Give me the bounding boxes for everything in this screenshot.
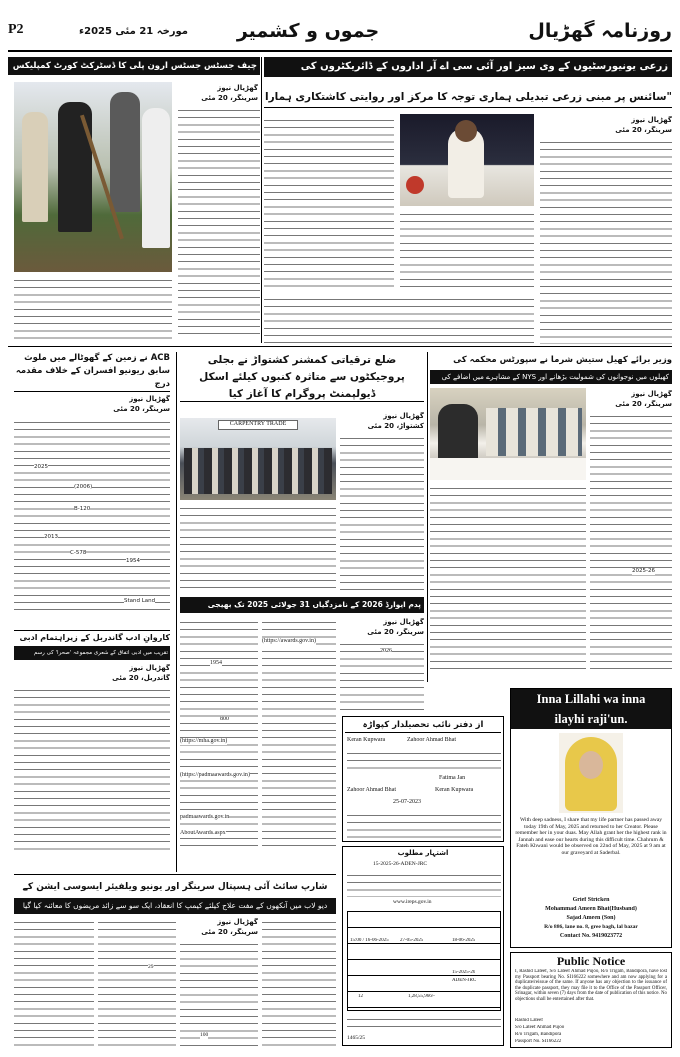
public-notice-sig-3: R/o Trigam, Bandipora (515, 1032, 562, 1037)
eye-byline-source: گھڑیال نیوز (217, 918, 258, 926)
cj-byline-source: گھڑیال نیوز (217, 84, 258, 92)
tehsildar-place-2: Keran Kupwara (435, 787, 474, 793)
eye-headline: شارپ سائٹ آئی ہسپتال سرینگر اور یونیو ویلفیئر ایسوسی ایشن کے (22, 882, 328, 892)
acb-snippet-1: (2006) (74, 484, 93, 490)
acb-headline: ACB نے زمین کے گھوٹالے میں ملوث سابق ریونیو افسران کے خلاف مقدمہ درج (14, 352, 170, 392)
main-column-text-2 (264, 295, 534, 345)
tehsildar-title: از دفتر نائب تحصیلدار کپواڑہ (345, 719, 501, 733)
col-rule-3 (261, 57, 262, 343)
acb-snippet-5: 2013 (44, 534, 58, 540)
sports-snippet-1: 2025-26 (632, 568, 655, 574)
newspaper-name: روزنامہ گھڑیال (528, 20, 672, 42)
person-2 (58, 102, 92, 232)
padma-url-1: (https://awards.gov.in) (262, 638, 316, 644)
col-rule-1 (176, 352, 177, 872)
cj-byline-place: سرینگر، 20 مئی (201, 94, 258, 102)
main-byline-source: گھڑیال نیوز (631, 116, 672, 124)
face (579, 751, 603, 779)
padma-year-2: 800 (220, 716, 229, 722)
tender-text-2 (347, 1015, 501, 1031)
sports-photo (430, 388, 586, 480)
obituary-signer-1: Mohammad Ameen Bhat(Husband) (545, 906, 637, 912)
tehsildar-text-2 (347, 811, 501, 839)
sports-byline-place: سرینگر، 20 مئی (615, 400, 672, 408)
public-notice-sig-4: Passport No. SI166222 (515, 1039, 562, 1044)
skill-byline-place: کشتواڑ، 20 مئی (367, 422, 424, 430)
karwan-byline-source: گھڑیال نیوز (129, 664, 170, 672)
eye-subhead: دیو لاب میں آنکھوں کے مفت علاج کیلئے کیمپ کا انعقاد، ایک سو سے زائد مریضوں کا معائنہ کیا گیا (14, 898, 336, 914)
obituary-title-1: Inna Lillahi wa inna (511, 689, 671, 709)
acb-snippet-3: C-578 (70, 550, 87, 556)
sports-byline-source: گھڑیال نیوز (631, 390, 672, 398)
person-3 (110, 92, 140, 212)
karwan-subhead: تقریب میں ادبی اتفاق کے شعری مجموعہ 'صحرا' کی رسم (14, 646, 170, 660)
public-notice-body: I, Rashid Lateef, S/o Lateef Ahmad Pujoo, R/o Trigam, Bandipora, have lost my Passport bearing No. SI166222 somewhere and am now applying for a duplicate/reissue of the same. If anyone has any objection to the issuance of the duplicate passport, they may file it to the Office of the Passport Officer, Srinagar, within seven (7) days from the date of publication of this notice. No objections shall be entertained after that. (515, 969, 667, 1002)
tender-notice (342, 846, 504, 1046)
acb-snippet-7: Stand Land (124, 598, 156, 604)
sports-subhead: کھیلوں میں نوجوانوں کی شمولیت بڑھانے اور NYS کے مشاہرے میں اضافے کی (430, 370, 672, 384)
padma-url-2: (https://mha.gov.in) (180, 738, 228, 744)
row1-rule (8, 346, 672, 347)
officials (486, 408, 582, 456)
skill-byline-source: گھڑیال نیوز (383, 412, 424, 420)
cj-photo (14, 82, 172, 272)
padma-year-1: 1954 (210, 660, 222, 666)
padma-url-3: (https://padmaawards.gov.in) (180, 772, 250, 778)
acb-byline-source: گھڑیال نیوز (129, 395, 170, 403)
issue-date: مورخہ 21 مئی 2025ء (78, 26, 188, 37)
acb-column-text (14, 418, 170, 610)
tender-site: www.ireps.gov.in (393, 899, 432, 905)
tender-cell-2-0: 1,28,55,966/- (408, 994, 435, 999)
main-kicker: زرعی یونیورسٹیوں کے وی سیز اور آئی سی اے آر اداروں کے ڈائریکٹروں کی (264, 57, 672, 77)
tehsildar-name-1: Zahoor Ahmad Bhat (407, 737, 456, 743)
minister-photo (400, 114, 534, 206)
tender-cell-1-0: 15-2025-26 (452, 970, 476, 975)
padma-headline: پدم ایوارڈ 2026 کے نامزدگیاں 31 جولائی 2025 تک بھیجی (180, 597, 424, 613)
tehsildar-date: 25-07-2023 (393, 799, 421, 805)
col-rule-2 (427, 352, 428, 682)
tender-cell-2-1: 12 (358, 994, 363, 999)
tehsildar-name-2: Fatima Jan (439, 775, 466, 781)
page-number: P2 (8, 22, 24, 37)
obituary-grief: Grief Stricken (572, 897, 610, 903)
obituary-box (510, 688, 672, 948)
eye-snippet-2: 100 (200, 1032, 209, 1038)
tehsildar-place-1: Keran Kupwara (347, 737, 386, 743)
karwan-headline: کاروانِ ادب گاندربل کے زیراہتمام ادبی (14, 630, 170, 644)
logo-badge (406, 176, 424, 194)
eye-col-4 (14, 918, 94, 1048)
padma-url-4: padmaawards.gov.in (180, 814, 230, 820)
main-headline: "سائنس پر مبنی زرعی تبدیلی ہماری توجہ کا مرکز اور روایتی کاشتکاری ہمارا (264, 86, 672, 108)
acb-snippet-6: 2025 (34, 464, 48, 470)
crowd (184, 448, 332, 494)
karwan-byline-place: گاندربل، 20 مئی (112, 674, 170, 682)
tender-text-1 (347, 871, 501, 897)
tender-cell-1-1: ADEN-JRC (452, 978, 477, 983)
eye-col-3 (98, 918, 176, 1048)
tender-ref: 15-2025-26-ADEN-JRC (373, 861, 428, 867)
padma-url-5: AboutAwards.aspx (180, 830, 226, 836)
tehsildar-notice (342, 716, 504, 842)
masthead-rule (8, 50, 672, 52)
obituary-body: With deep sadness, I share that my life partner has passed away today 19th of May, 2025 and returned to her Creator. Please remember her in your duas. May Allah grant her the highest rank in Jannah and ease our hearts during this difficult time. Chahrum & Fateh Khwani would be observed on 22nd of May, 2025 at 9 am at our graveyard at Saderbal. (515, 817, 667, 856)
carpentry-sign: CARPENTRY TRADE (218, 420, 298, 430)
section-title: جموں و کشمیر (236, 20, 380, 42)
eye-byline-place: سرینگر، 20 مئی (201, 928, 258, 936)
tehsildar-name-3: Zahoor Ahmad Bhat (347, 787, 396, 793)
obituary-contact: Contact No. 9419023772 (559, 933, 623, 939)
sports-headline: وزیر برائے کھیل ستیش شرما نے سپورٹس محکمہ کی (453, 355, 672, 365)
meeting-table (430, 458, 586, 480)
minister-head (455, 120, 477, 142)
acb-snippet-4: 1954 (126, 558, 140, 564)
tender-footer: 1465/25 (347, 1035, 366, 1041)
eye-col-1 (262, 918, 336, 1048)
padma-byline-source: گھڑیال نیوز (383, 618, 424, 626)
obituary-address: R/o 886, lane no. 8, gree bagh, lal bazar (544, 924, 638, 930)
padma-year-0: 2026 (380, 648, 392, 654)
obituary-portrait (559, 733, 623, 813)
skill-headline: ضلع ترقیاتی کمشنر کشتواڑ نے بجلی پروجیکٹوں سے متاثرہ کنبوں کیلئے اسکل ڈیولپمنٹ پروگرام کا آغاز کیا (180, 352, 424, 402)
cj-under-photo-text (14, 276, 172, 340)
skill-photo (180, 418, 336, 500)
tender-table (347, 911, 501, 1011)
skill-under-photo-text (180, 504, 336, 592)
obituary-signer-2: Sajad Ameen (Son) (566, 915, 616, 921)
padma-byline-place: سرینگر، 20 مئی (367, 628, 424, 636)
tender-cell-0-0: 18-06-2025 (452, 938, 476, 943)
person-4 (142, 108, 170, 248)
public-notice-title: Public Notice (556, 954, 626, 968)
tender-cell-0-1: 27-05-2025 (400, 938, 424, 943)
sports-under-photo-text (430, 484, 586, 674)
skill-right-text (340, 434, 424, 592)
acb-byline-place: سرینگر، 20 مئی (113, 405, 170, 413)
eye-snippet-1: 29 (148, 964, 154, 970)
cj-column-text (178, 106, 260, 340)
public-notice-box (510, 952, 672, 1048)
masthead (8, 18, 672, 48)
tender-cell-0-2: 15:00 / 16-06-2025 (350, 938, 389, 943)
person-1 (22, 112, 48, 222)
main-right-column (540, 138, 672, 344)
cj-headline: چیف جسٹس جسٹس ارون پلی کا ڈسٹرکٹ کورٹ کمپلیکس (8, 57, 260, 75)
acb-snippet-2: B-120 (74, 506, 91, 512)
obituary-title-2: ilayhi raji'un. (511, 709, 671, 729)
public-notice-sig-1: Rashid Lateef (515, 1018, 543, 1023)
main-under-photo-text (400, 210, 534, 292)
sports-right-text (590, 412, 672, 674)
eye-top-rule (14, 874, 336, 875)
main-column-text (264, 116, 394, 291)
padma-col-mid (262, 618, 336, 852)
minister-seated (438, 404, 478, 464)
padma-col-left (180, 618, 258, 852)
tehsildar-text-1 (347, 749, 501, 771)
tender-title: اشتہار مطلوب (397, 849, 449, 857)
karwan-column-text (14, 686, 170, 852)
eye-col-2 (180, 940, 258, 1048)
main-byline-place: سرینگر، 20 مئی (615, 126, 672, 134)
public-notice-sig-2: S/o Lateef Ahmad Pujoo (515, 1025, 565, 1030)
